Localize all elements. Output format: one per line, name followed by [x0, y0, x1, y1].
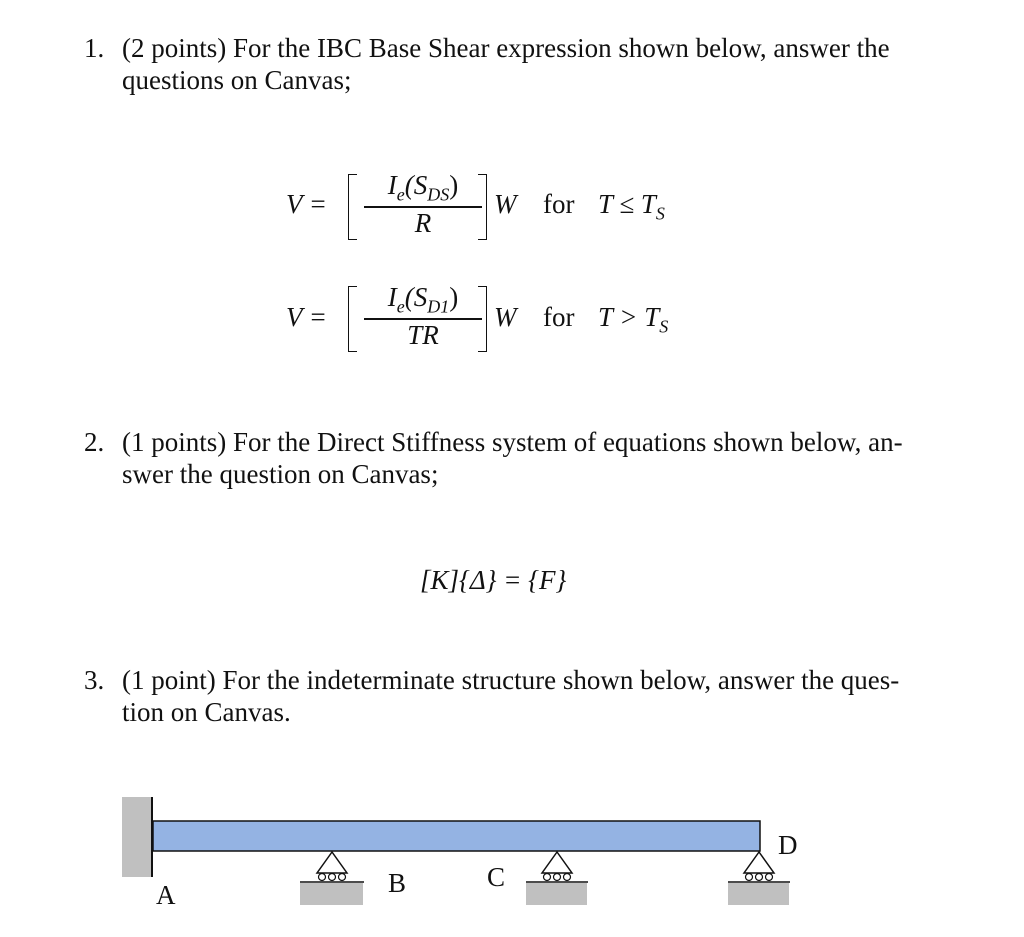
ground-b: [300, 883, 363, 905]
roller-support-c: [526, 852, 588, 905]
question-2-line-2: swer the question on Canvas;: [122, 459, 439, 489]
equation-3: [K]{Δ} = {F}: [420, 565, 567, 595]
question-1-line-2: questions on Canvas;: [122, 65, 352, 95]
question-1-line-1: (2 points) For the IBC Base Shear expression shown below, answer the: [122, 33, 890, 63]
eq1-lhs: V =: [286, 189, 327, 219]
question-3-line-1: (1 point) For the indeterminate structure shown below, answer the ques-: [122, 665, 900, 695]
eq2-for: for: [543, 302, 575, 332]
question-1-number: 1.: [84, 33, 105, 63]
ground-d: [728, 883, 789, 905]
eq1-condition: $T \le T_S$: [598, 189, 665, 224]
eq2-lhs: V =: [286, 302, 327, 332]
beam: [153, 821, 760, 851]
label-a: A: [156, 880, 176, 910]
label-c: C: [487, 862, 506, 892]
eq1-w: W: [494, 189, 517, 219]
question-2-number: 2.: [84, 427, 105, 457]
question-3-number: 3.: [84, 665, 105, 695]
fixed-wall-a: [122, 797, 152, 877]
eq2-denominator: TR: [407, 320, 439, 350]
eq2-numerator: $I_e(S_{D1})$: [387, 282, 459, 317]
question-3-line-2: tion on Canvas.: [122, 697, 291, 727]
roller-support-b: [300, 852, 364, 905]
eq1-numerator: $I_e(S_{DS})$: [387, 170, 459, 205]
eq1-for: for: [543, 189, 575, 219]
label-b: B: [388, 868, 407, 898]
label-d: D: [778, 830, 798, 860]
eq2-w: W: [494, 302, 517, 332]
eq2-condition: $T > T_S$: [598, 302, 669, 337]
question-2-line-1: (1 points) For the Direct Stiffness system of equations shown below, an-: [122, 427, 903, 457]
eq1-denominator: R: [414, 208, 432, 238]
ground-c: [526, 883, 587, 905]
